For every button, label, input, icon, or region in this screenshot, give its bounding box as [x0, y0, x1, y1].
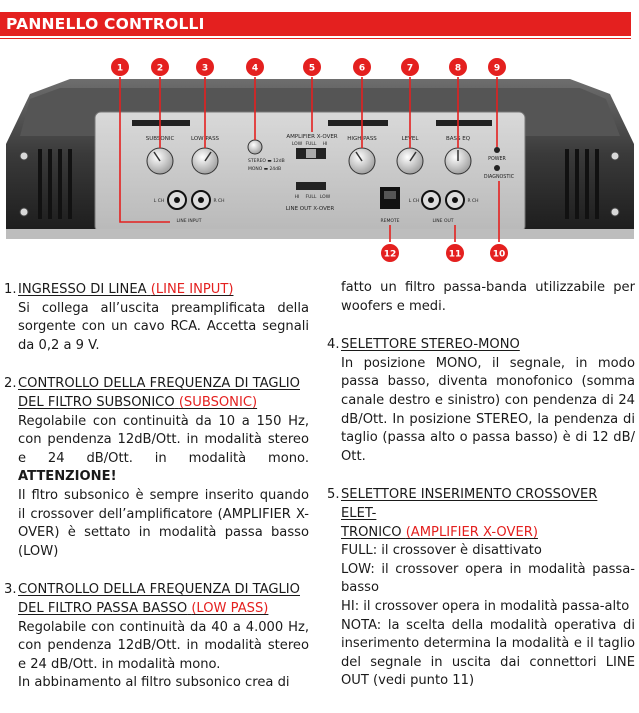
svg-text:R CH: R CH [213, 199, 225, 204]
callout-2: 2 [156, 63, 164, 74]
callout-4: 4 [251, 63, 259, 74]
warning-text: ATTENZIONE! [18, 469, 117, 485]
control-panel-illustration [0, 44, 639, 274]
level-label: LEVEL [401, 136, 419, 142]
item-3-continuation: fatto un filtro passa-banda utilizzabile per woofers e medi. [341, 280, 635, 314]
item-2 [4, 375, 309, 561]
item-3-body: Regolabile con continuità da 40 a 4.000 Hz, con pendenza 12dB/Ott. in modalità stereo e 24 dB/Ott. in modalità mono. In abbinamento al filtro subsonico crea di [18, 619, 309, 691]
item-4-heading: 4. SELETTORE STEREO-MONO [327, 337, 520, 353]
svg-text:L CH: L CH [408, 199, 420, 204]
item-5 [327, 486, 635, 691]
stereo-mono-button [248, 140, 262, 154]
stereo-12db-label: STEREO ▬ 12dB [248, 159, 285, 164]
power-led [494, 147, 500, 153]
item-4 [327, 336, 635, 466]
high-pass-label: HIGH PASS [347, 136, 377, 142]
callout-8: 8 [454, 63, 462, 74]
item-3-heading: 3. CONTROLLO DELLA FREQUENZA DI TAGLIO DEL FILTRO PASSA BASSO (LOW PASS) [4, 582, 300, 616]
callout-12: 12 [383, 249, 397, 260]
item-5-heading: 5. SELETTORE INSERIMENTO CROSSOVER ELET- TRONICO (AMPLIFIER X-OVER) [327, 487, 598, 540]
callout-3: 3 [201, 63, 209, 74]
section-header [0, 12, 631, 36]
bass-eq-label: BASS EQ [445, 136, 471, 142]
callout-11: 11 [448, 249, 462, 260]
callout-6: 6 [358, 63, 366, 74]
svg-text:HI: HI [322, 142, 328, 147]
item-4-body: In posizione MONO, il segnale, in modo passa basso, diventa monofonico (somma canale destro e sinistro) con pendenza di 24 dB/Ott. In posizione STEREO, la pendenza di taglio (passa alto o passa basso) è di 12 dB/ Ott. [341, 355, 635, 464]
mono-24db-label: MONO ▬ 24dB [248, 167, 282, 172]
item-1-body: Si collega all’uscita preamplificata della sorgente con un cavo RCA. Accetta segnali da 0,2 a 9 V. [18, 300, 309, 353]
item-2-body: Regolabile con continuità da 10 a 150 Hz, con pendenza 12dB/Ott. in modalità stereo e 24 dB/Ott. in modalità mono. ATTENZIONE! Il fltro subsonico è sempre inserito quando il crossover dell’amplificatore (AMPLIFIER X-OVER) è settato in modalità passa basso (LOW) [18, 413, 309, 559]
line-out-xover-label: LINE OUT X-OVER [285, 206, 335, 212]
svg-text:R CH: R CH [467, 199, 479, 204]
item-1 [4, 281, 309, 355]
right-column [327, 281, 635, 711]
svg-text:LOW: LOW [319, 195, 331, 200]
section-title: PANNELLO CONTROLLI [6, 15, 205, 33]
callout-5: 5 [308, 63, 316, 74]
amp-xover-label: AMPLIFIER X-OVER [286, 134, 338, 140]
callout-9: 9 [493, 63, 501, 74]
svg-text:L CH: L CH [153, 199, 165, 204]
callout-10: 10 [492, 249, 506, 260]
svg-text:FULL: FULL [305, 142, 317, 147]
svg-text:FULL: FULL [305, 195, 317, 200]
item-2-heading: 2. CONTROLLO DELLA FREQUENZA DI TAGLIO DEL FILTRO SUBSONICO (SUBSONIC) [4, 376, 300, 410]
subsonic-label: SUBSONIC [145, 136, 175, 142]
diagnostic-label: DIAGNOSTIC [483, 175, 515, 180]
callout-7: 7 [406, 63, 414, 74]
power-label: POWER [488, 157, 506, 162]
low-pass-label: LOW PASS [190, 136, 220, 142]
remote-label: REMOTE [380, 219, 400, 224]
item-3 [4, 581, 309, 693]
diagnostic-led [494, 165, 500, 171]
svg-text:HI: HI [294, 195, 300, 200]
item-5-body: FULL: il crossover è disattivato LOW: il crossover opera in modalità passa-basso HI: il crossover opera in modalità passa-alto NOTA: la scelta della modalità operativa di inserimento determina la modalità e il taglio del segnale in uscita dai connettori LINE OUT (vedi punto 11) [341, 543, 635, 689]
line-input-label: LINE INPUT [176, 219, 202, 224]
callout-1: 1 [116, 63, 124, 74]
svg-text:LOW: LOW [291, 142, 303, 147]
header-divider [0, 38, 631, 39]
item-1-heading: 1. INGRESSO DI LINEA (LINE INPUT) [4, 282, 234, 297]
line-out-xover-switch [296, 182, 326, 190]
left-column [4, 281, 309, 713]
line-out-label: LINE OUT [432, 219, 454, 224]
